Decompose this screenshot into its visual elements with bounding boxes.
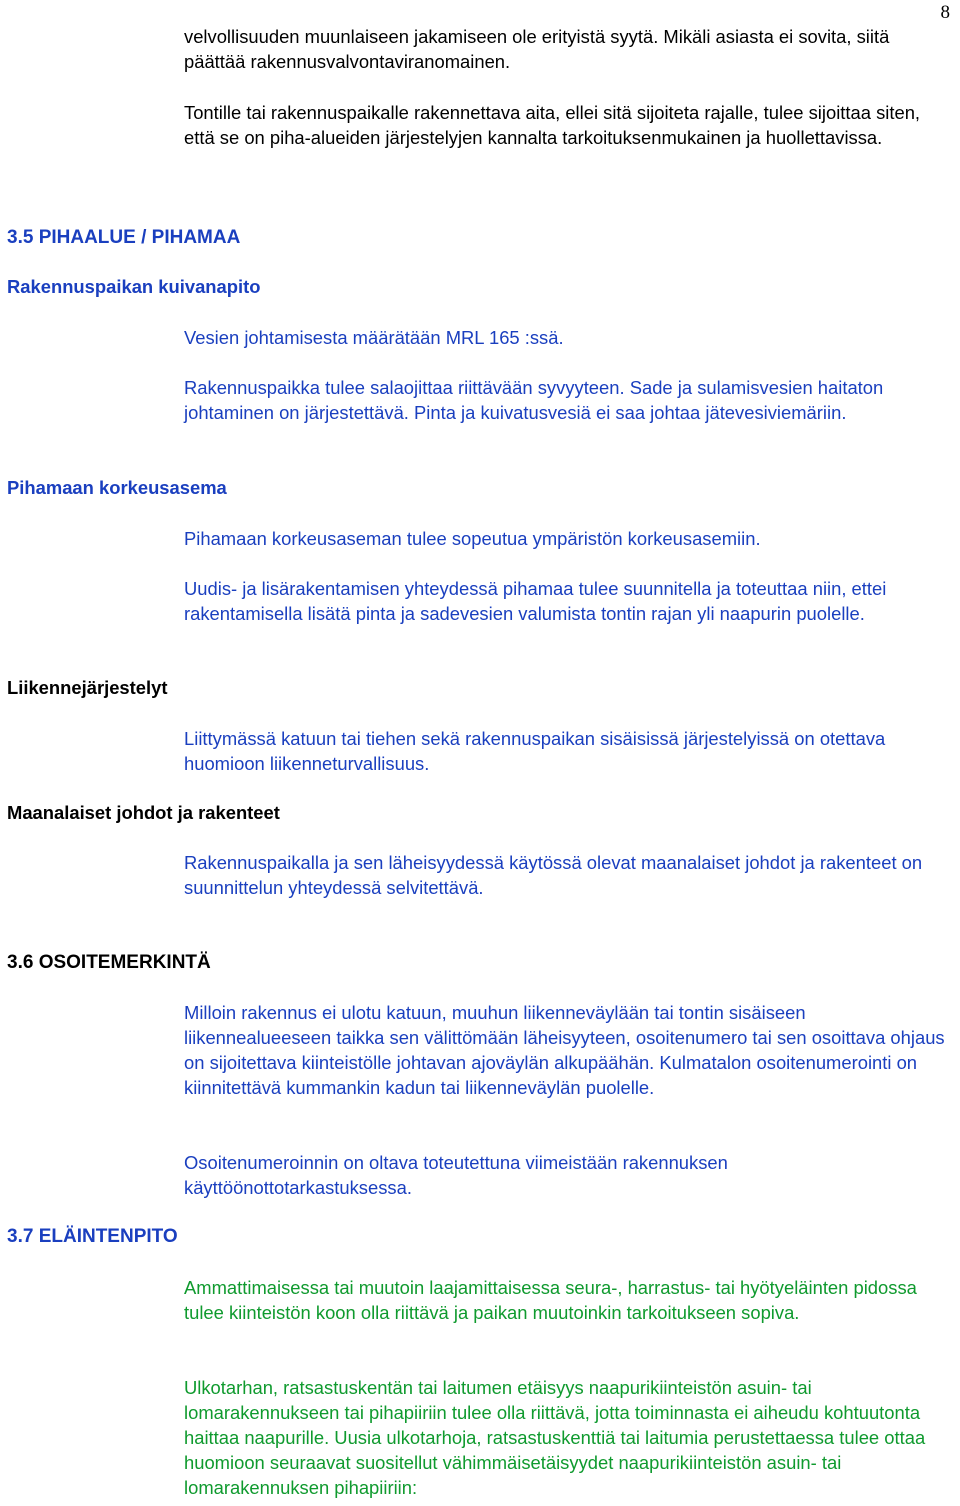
section-3-5-heading: 3.5 PIHAALUE / PIHAMAA	[7, 227, 241, 248]
kuivanapito-paragraph-1: Vesien johtamisesta määrätään MRL 165 :ssä.	[184, 327, 564, 348]
intro-paragraph-2: Tontille tai rakennuspaikalle rakennettava aita, ellei sitä sijoiteta rajalle, tulee sijoittaa siten, että se on piha-alueiden järjestelyjen kannalta tarkoituksenmukainen ja huollettavissa.	[184, 102, 921, 148]
elainten-paragraph-2: Ulkotarhan, ratsastuskentän tai laitumen etäisyys naapurikiinteistön asuin- tai lomarakennukseen tai pihapiiriin tulee olla riittävä, jotta toiminnasta ei aiheudu kohtuutonta haittaa naapurille. Uusia ulkotarhoja, ratsastuskenttiä tai laitumia perustettaessa tulee ottaa huomioon seuraavat suositellut vähimmäisetäisyydet naapurikiinteistön asuin- tai lomarakennuksen pihapiiriin:	[184, 1377, 926, 1498]
intro-paragraph-1: velvollisuuden muunlaiseen jakamiseen ole erityistä syytä. Mikäli asiasta ei sovita, siitä päättää rakennusvalvontaviranomainen.	[184, 26, 890, 72]
kuivanapito-paragraph-2: Rakennuspaikka tulee salaojittaa riittävään syvyyteen. Sade ja sulamisvesien haitaton johtaminen on järjestettävä. Pinta ja kuivatusvesiä ei saa johtaa jätevesiviemäriin.	[184, 377, 884, 423]
osoite-paragraph-1: Milloin rakennus ei ulotu katuun, muuhun liikenneväylään tai tontin sisäiseen liikennealueeseen taikka sen välittömään läheisyyteen, osoitenumero tai sen osoittava ohjaus on sijoitettava kiinteistölle johtavan ajoväylän alkupäähän. Kulmatalon osoitenumerointi on kiinnitettävä kummankin kadun tai liikenneväylän puolelle.	[184, 1002, 945, 1098]
korkeusasema-heading: Pihamaan korkeusasema	[7, 477, 227, 498]
kuivanapito-heading: Rakennuspaikan kuivanapito	[7, 276, 261, 297]
maanalaiset-paragraph-1: Rakennuspaikalla ja sen läheisyydessä käytössä olevat maanalaiset johdot ja rakenteet on suunnittelun yhteydessä selvitettävä.	[184, 852, 923, 898]
korkeusasema-paragraph-1: Pihamaan korkeusaseman tulee sopeutua ympäristön korkeusasemiin.	[184, 528, 761, 549]
page-number: 8	[940, 2, 950, 23]
korkeusasema-paragraph-2: Uudis- ja lisärakentamisen yhteydessä pihamaa tulee suunnitella ja toteuttaa niin, ettei rakentamisella lisätä pinta ja sadevesien valumista tontin rajan yli naapurin puolelle.	[184, 578, 887, 624]
section-3-6-heading: 3.6 OSOITEMERKINTÄ	[7, 952, 211, 973]
maanalaiset-heading: Maanalaiset johdot ja rakenteet	[7, 802, 280, 823]
liikenne-heading: Liikennejärjestelyt	[7, 677, 168, 698]
osoite-paragraph-2: Osoitenumeroinnin on oltava toteutettuna viimeistään rakennuksen käyttöönottotarkastuksessa.	[184, 1152, 728, 1198]
elainten-paragraph-1: Ammattimaisessa tai muutoin laajamittaisessa seura-, harrastus- tai hyötyeläinten pidossa tulee kiinteistön koon olla riittävä ja paikan muutoinkin tarkoitukseen sopiva.	[184, 1277, 917, 1323]
section-3-7-heading: 3.7 ELÄINTENPITO	[7, 1226, 178, 1247]
liikenne-paragraph-1: Liittymässä katuun tai tiehen sekä rakennuspaikan sisäisissä järjestelyissä on otettava huomioon liikenneturvallisuus.	[184, 728, 886, 774]
